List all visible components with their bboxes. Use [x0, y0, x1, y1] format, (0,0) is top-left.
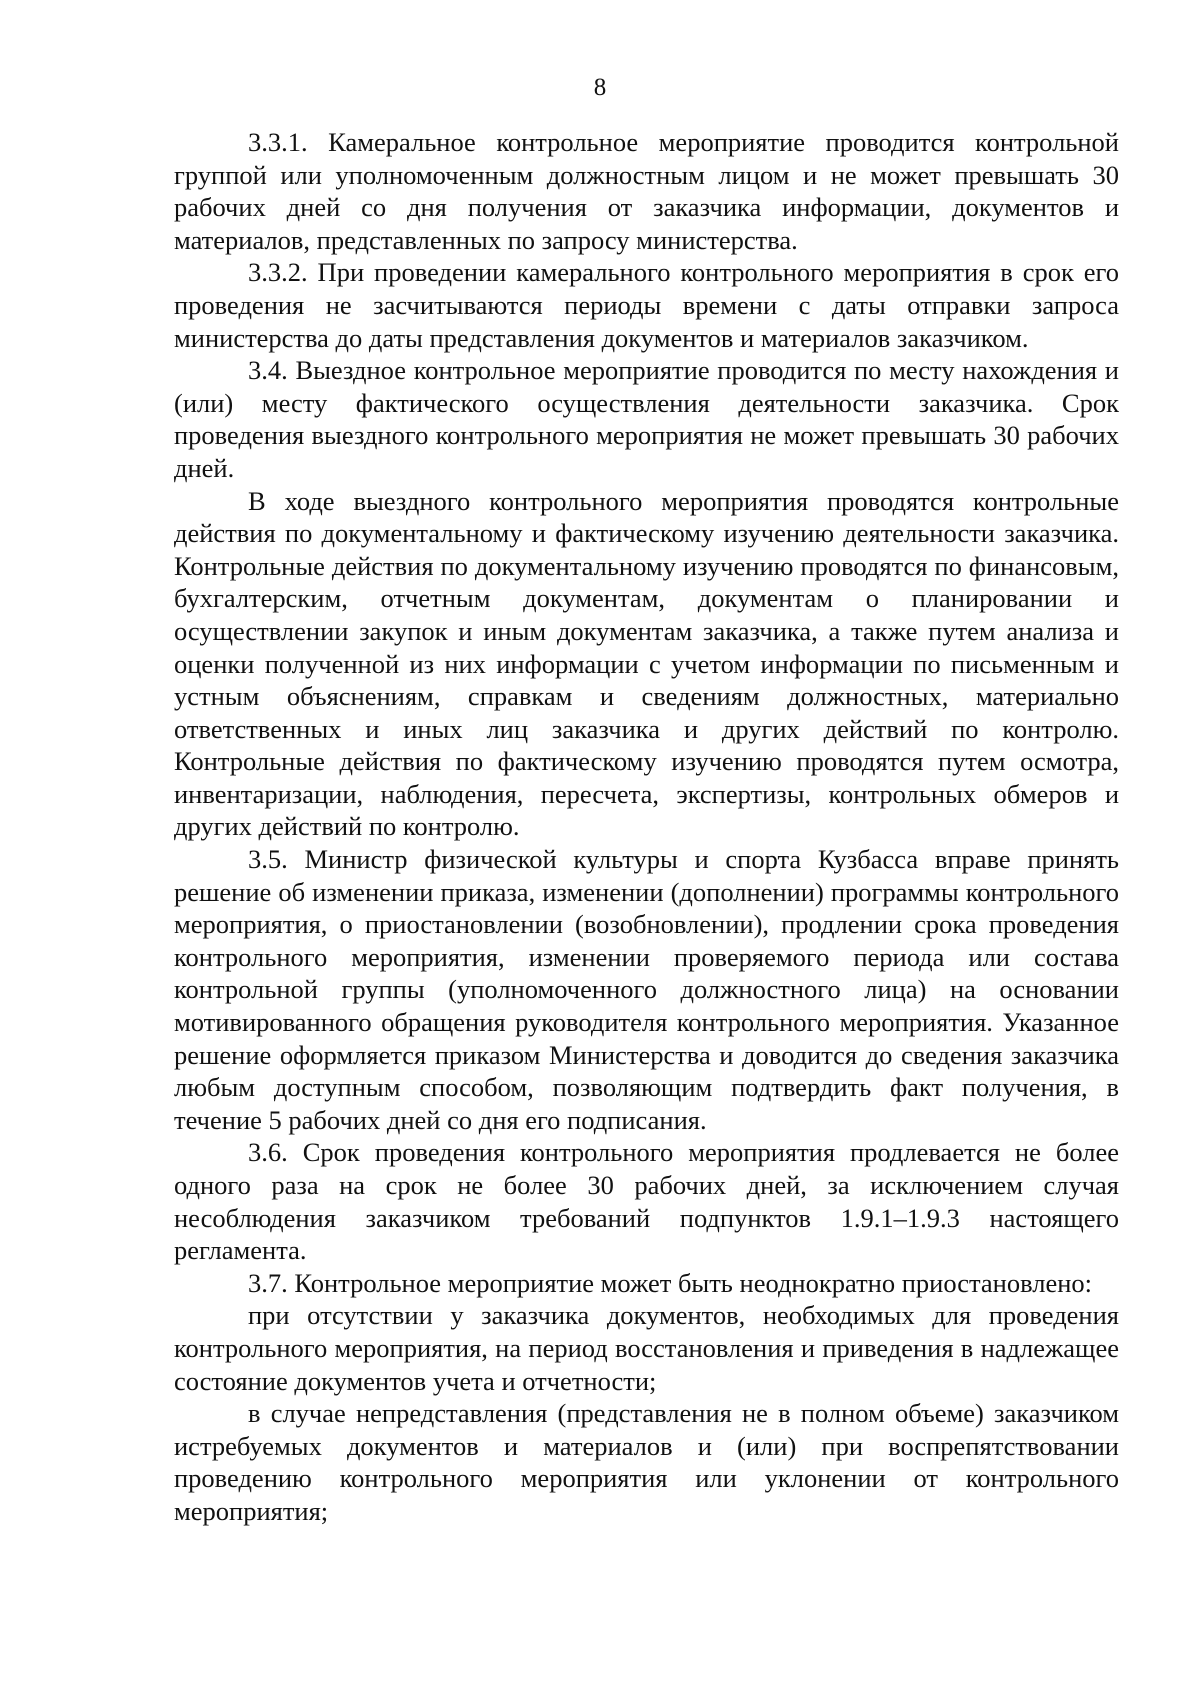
paragraph-field-control-actions: В ходе выездного контрольного мероприятия проводятся контрольные действия по документальному и фактическому изучению деятельности заказчика. Контрольные действия по документальному изучению проводятся по финансовым, бухгалтерским, отчетным документам, документам о планировании и осуществлении закупок и иным документам заказчика, а также путем анализа и оценки полученной из них информации с учетом информации по письменным и устным объяснениям, справкам и сведениям должностных, материально ответственных и иных лиц заказчика и других действий по контролю. Контрольные действия по фактическому изучению проводятся путем осмотра, инвентаризации, наблюдения, пересчета, экспертизы, контрольных обмеров и других действий по контролю.	[174, 485, 1119, 842]
paragraph-3-7: 3.7. Контрольное мероприятие может быть неоднократно приостановлено:	[248, 1267, 1093, 1298]
paragraph-3-4: 3.4. Выездное контрольное мероприятие проводится по месту нахождения и (или) месту фактического осуществления деятельности заказчика. Срок проведения выездного контрольного мероприятия не может превышать 30 рабочих дней.	[174, 355, 1119, 483]
document-body	[174, 126, 1119, 1528]
paragraph-3-3-2: 3.3.2. При проведении камерального контрольного мероприятия в срок его проведения не засчитываются периоды времени с даты отправки запроса министерства до даты представления документов и материалов заказчиком.	[174, 257, 1119, 353]
paragraph-3-6: 3.6. Срок проведения контрольного мероприятия продлевается не более одного раза на срок не более 30 рабочих дней, за исключением случая несоблюдения заказчиком требований подпунктов 1.9.1–1.9.3 настоящего регламента.	[174, 1137, 1119, 1266]
paragraph-3-5: 3.5. Министр физической культуры и спорта Кузбасса вправе принять решение об изменении приказа, изменении (дополнении) программы контрольного мероприятия, о приостановлении (возобновлении), продлении срока проведения контрольного мероприятия, изменении проверяемого периода или состава контрольной группы (уполномоченного должностного лица) на основании мотивированного обращения руководителя контрольного мероприятия. Указанное решение оформляется приказом Министерства и доводится до сведения заказчика любым доступным способом, позволяющим подтвердить факт получения, в течение 5 рабочих дней со дня его подписания.	[174, 844, 1119, 1135]
paragraph-3-3-1: 3.3.1. Камеральное контрольное мероприятие проводится контрольной группой или уполномоченным должностным лицом и не может превышать 30 рабочих дней со дня получения от заказчика информации, документов и материалов, представленных по запросу министерства.	[174, 127, 1119, 255]
paragraph-suspension-case-2: в случае непредставления (представления не в полном объеме) заказчиком истребуемых документов и материалов и (или) при воспрепятствовании проведению контрольного мероприятия или уклонении от контрольного мероприятия;	[174, 1398, 1119, 1526]
paragraph-suspension-case-1: при отсутствии у заказчика документов, необходимых для проведения контрольного мероприятия, на период восстановления и приведения в надлежащее состояние документов учета и отчетности;	[174, 1300, 1119, 1396]
page-number: 8	[593, 74, 607, 101]
